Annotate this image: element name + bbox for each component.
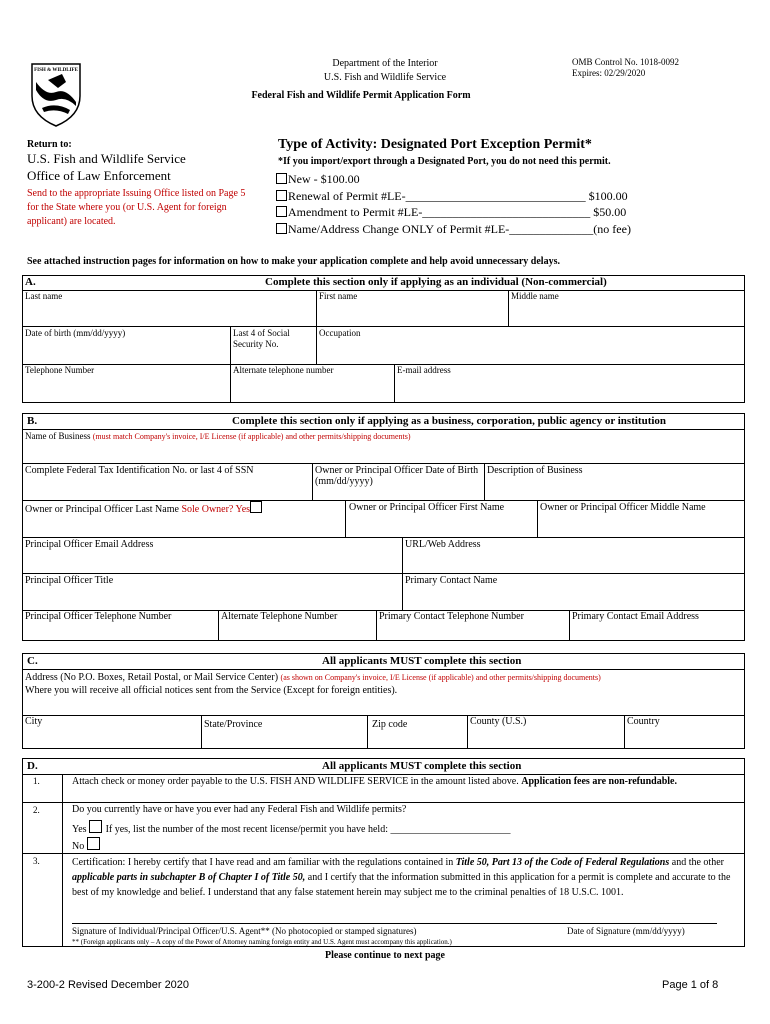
- officer-last-name-field[interactable]: [25, 501, 263, 515]
- section-b: [22, 413, 745, 641]
- contact-name-field[interactable]: Primary Contact Name: [405, 575, 498, 586]
- option-renewal[interactable]: [276, 188, 631, 205]
- middle-name-field[interactable]: Middle name: [511, 291, 559, 301]
- alt-phone-field[interactable]: Alternate Telephone Number: [221, 611, 338, 622]
- item2-yes-label: Yes: [72, 824, 87, 835]
- item3-part-e: and I certify that the information submitted in this application for a permit is complete and accurate to the best of my knowledge and belief. I understand that any false statement herein may subject me to the criminal penalties of 18 U.S.C. 1001.: [72, 872, 731, 898]
- option-name-change[interactable]: [276, 221, 631, 238]
- section-b-title: Complete this section only if applying as a business, corporation, public agency or institution: [232, 415, 667, 427]
- contact-phone-field[interactable]: Primary Contact Telephone Number: [379, 611, 524, 622]
- url-field[interactable]: URL/Web Address: [405, 539, 481, 550]
- omb-expires: Expires: 02/29/2020: [572, 68, 646, 78]
- tax-id-field[interactable]: Complete Federal Tax Identification No. or last 4 of SSN: [25, 465, 254, 476]
- continue-note: Please continue to next page: [325, 950, 445, 961]
- item1-bold: Application fees are non-refundable.: [521, 776, 677, 787]
- last-name-field[interactable]: Last name: [25, 291, 63, 301]
- city-field[interactable]: City: [25, 716, 43, 727]
- officer-dob-field[interactable]: Owner or Principal Officer Date of Birth (mm/dd/yyyy): [315, 465, 479, 487]
- signature-label: Signature of Individual/Principal Officer/U.S. Agent** (No photocopied or stamped signatures): [72, 926, 417, 936]
- item2-if-yes: If yes, list the number of the most recent license/permit you have held: ________________________: [105, 824, 511, 835]
- omb-control: OMB Control No. 1018-0092: [572, 57, 680, 67]
- see-attached-instructions: See attached instruction pages for information on how to make your application complete and help avoid unnecessary delays.: [27, 256, 560, 267]
- item3-part-c: and the other: [669, 857, 724, 868]
- activity-title: Type of Activity: Designated Port Exception Permit*: [278, 137, 592, 152]
- zip-field[interactable]: Zip code: [372, 719, 408, 730]
- officer-phone-field[interactable]: Principal Officer Telephone Number: [25, 611, 172, 622]
- county-field[interactable]: County (U.S.): [470, 716, 527, 727]
- option-new[interactable]: [276, 171, 631, 188]
- country-field[interactable]: Country: [627, 716, 660, 727]
- first-name-field[interactable]: First name: [319, 291, 358, 301]
- item1-number: 1.: [33, 776, 40, 786]
- new-checkbox[interactable]: [276, 173, 287, 184]
- item3-part-d: applicable parts in subchapter B of Chapter I of Title 50,: [72, 872, 306, 883]
- form-number: 3-200-2 Revised December 2020: [27, 979, 190, 991]
- officer-first-name-field[interactable]: Owner or Principal Officer First Name: [349, 502, 505, 513]
- business-name-field[interactable]: [25, 431, 411, 441]
- item2-yes-checkbox[interactable]: [89, 820, 102, 833]
- item2-no-row: [72, 837, 101, 852]
- name-change-checkbox[interactable]: [276, 223, 287, 234]
- amendment-checkbox[interactable]: [276, 206, 287, 217]
- signature-date-label: Date of Signature (mm/dd/yyyy): [567, 926, 685, 936]
- state-field[interactable]: State/Province: [204, 719, 263, 730]
- officer-middle-name-field[interactable]: Owner or Principal Officer Middle Name: [540, 502, 706, 513]
- page-number: Page 1 of 8: [662, 979, 719, 991]
- section-b-letter: B.: [27, 415, 38, 427]
- dob-field[interactable]: Date of birth (mm/dd/yyyy): [25, 328, 126, 338]
- option-amendment[interactable]: [276, 204, 631, 221]
- item3-number: 3.: [33, 856, 40, 866]
- option-name-change-label: Name/Address Change ONLY of Permit #LE-______________(no fee): [288, 221, 631, 236]
- business-name-note: (must match Company's invoice, I/E License (if applicable) and other permits/shipping documents): [92, 432, 411, 441]
- section-a-title: Complete this section only if applying as an individual (Non-commercial): [265, 276, 607, 288]
- department-name: Department of the Interior: [332, 58, 438, 69]
- occupation-field[interactable]: Occupation: [319, 328, 361, 338]
- item1-main: Attach check or money order payable to the U.S. FISH AND WILDLIFE SERVICE in the amount listed above.: [72, 776, 522, 787]
- ssn-field[interactable]: Last 4 of Social Security No.: [233, 328, 290, 349]
- item2-number: 2.: [33, 805, 40, 815]
- return-to-line2: Office of Law Enforcement: [27, 168, 171, 183]
- officer-title-field[interactable]: Principal Officer Title: [25, 575, 114, 586]
- address-line2: Where you will receive all official notices sent from the Service (Except for foreign entities).: [25, 685, 398, 696]
- foreign-applicant-note: ** (Foreign applicants only – A copy of the Power of Attorney naming foreign entity and U.S. Agent must accompany this application.): [72, 938, 452, 946]
- activity-options: [276, 171, 631, 237]
- address-field[interactable]: [25, 671, 601, 697]
- option-new-label: New - $100.00: [288, 172, 360, 186]
- item2-question: Do you currently have or have you ever had any Federal Fish and Wildlife permits?: [72, 804, 407, 815]
- option-renewal-label: Renewal of Permit #LE-______________________________ $100.00: [288, 188, 628, 203]
- item3-certification: [72, 855, 732, 900]
- item2-no-checkbox[interactable]: [87, 837, 100, 850]
- signature-line[interactable]: [72, 923, 717, 924]
- item1-text: [72, 775, 722, 788]
- email-field[interactable]: E-mail address: [397, 365, 451, 375]
- address-label: Address (No P.O. Boxes, Retail Postal, or Mail Service Center): [25, 672, 281, 683]
- section-d-title: All applicants MUST complete this section: [322, 760, 522, 772]
- section-a-letter: A.: [25, 276, 36, 288]
- section-a: [22, 275, 745, 403]
- section-d-letter: D.: [27, 760, 38, 772]
- return-to-label: Return to:: [27, 139, 72, 150]
- item3-part-b: Title 50, Part 13 of the Code of Federal Regulations: [455, 857, 670, 868]
- sole-owner-label: Sole Owner? Yes: [181, 504, 251, 515]
- sole-owner-checkbox[interactable]: [250, 501, 262, 513]
- officer-email-field[interactable]: Principal Officer Email Address: [25, 539, 154, 550]
- officer-last-label: Owner or Principal Officer Last Name: [25, 504, 182, 515]
- contact-email-field[interactable]: Primary Contact Email Address: [572, 611, 699, 622]
- address-note: (as shown on Company's invoice, I/E License (if applicable) and other permits/shipping documents): [280, 673, 601, 682]
- return-to-line1: U.S. Fish and Wildlife Service: [27, 151, 186, 166]
- logo-text-top: FISH & WILDLIFE: [34, 68, 78, 73]
- description-field[interactable]: Description of Business: [487, 465, 583, 476]
- activity-note: *If you import/export through a Designated Port, you do not need this permit.: [278, 156, 611, 167]
- form-title: Federal Fish and Wildlife Permit Application Form: [251, 90, 471, 101]
- item3-part-a: Certification: I hereby certify that I have read and am familiar with the regulations contained in: [72, 857, 456, 868]
- option-amendment-label: Amendment to Permit #LE-____________________________ $50.00: [288, 205, 627, 219]
- return-to-instruction: Send to the appropriate Issuing Office listed on Page 5 for the State where you (or U.S. Agent for foreign applicant) are located.: [27, 188, 246, 227]
- business-name-label: Name of Business: [25, 431, 93, 441]
- item2-yes-row: [72, 820, 510, 835]
- section-c-letter: C.: [27, 655, 38, 667]
- alt-telephone-field[interactable]: Alternate telephone number: [233, 365, 334, 375]
- section-c: [22, 653, 745, 749]
- renewal-checkbox[interactable]: [276, 190, 287, 201]
- service-name: U.S. Fish and Wildlife Service: [323, 72, 447, 83]
- section-c-title: All applicants MUST complete this section: [322, 655, 522, 667]
- item2-no-label: No: [72, 841, 85, 852]
- telephone-field[interactable]: Telephone Number: [25, 365, 95, 375]
